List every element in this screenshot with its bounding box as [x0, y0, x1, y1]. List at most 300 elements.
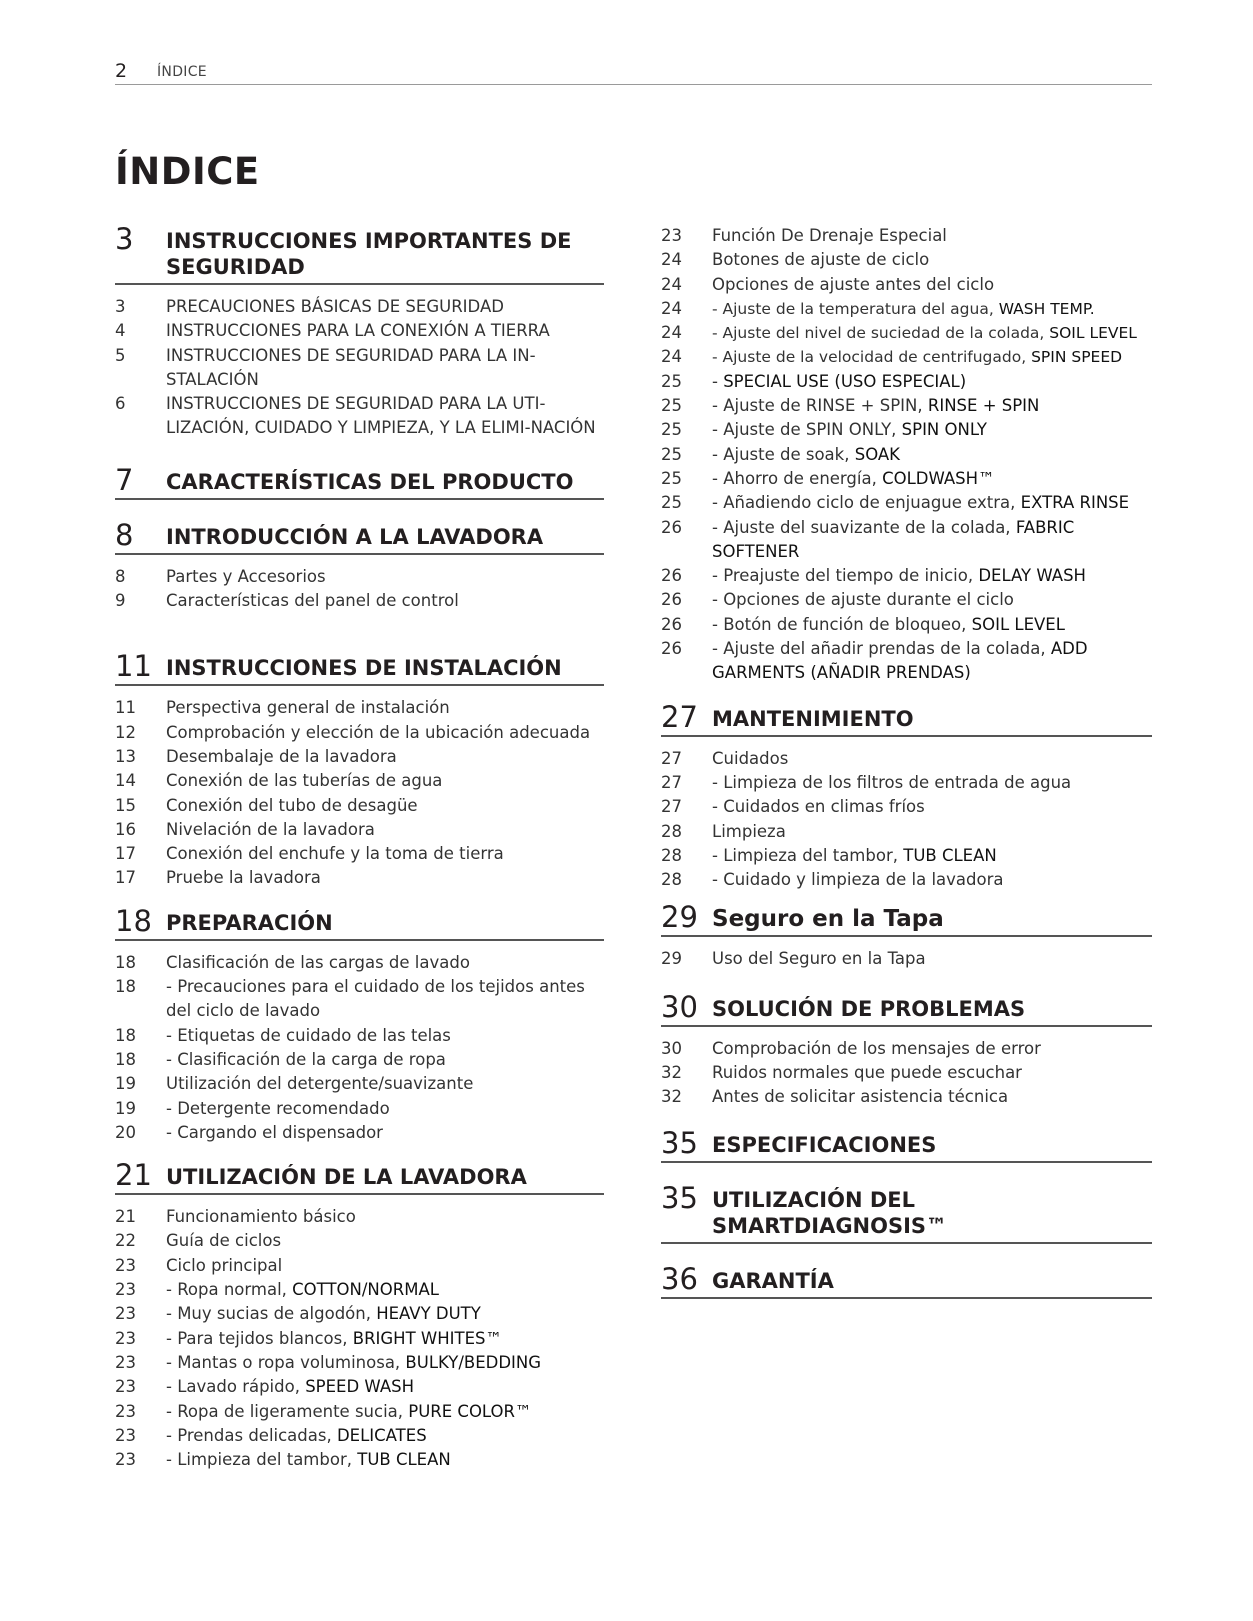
entry-page-number: 25	[661, 371, 682, 391]
page-title: ÍNDICE	[115, 150, 260, 193]
toc-entry[interactable]	[115, 1400, 604, 1424]
section-page-number: 8	[115, 517, 134, 552]
entry-text	[712, 224, 1152, 248]
entry-label: INSTRUCCIONES DE SEGURIDAD PARA LA UTI-LIZACIÓN, CUIDADO Y LIMPIEZA, Y LA ELIMI-NACIÓN	[166, 394, 596, 438]
section-heading[interactable]	[115, 903, 604, 941]
entry-page-number: 23	[115, 1401, 136, 1421]
toc-entry[interactable]	[661, 491, 1152, 515]
entry-label: Cuidados	[712, 748, 789, 768]
entry-page-number: 12	[115, 722, 136, 742]
section-heading[interactable]	[115, 462, 604, 500]
entry-page-number: 11	[115, 698, 136, 718]
toc-entry[interactable]	[661, 1061, 1152, 1085]
entry-label: - Preajuste del tiempo de inicio,	[712, 566, 979, 586]
entry-page-number: 18	[115, 1049, 136, 1069]
toc-entry[interactable]	[661, 820, 1152, 844]
section-title: UTILIZACIÓN DEL SMARTDIAGNOSIS™	[712, 1187, 948, 1238]
entry-label: Comprobación de los mensajes de error	[712, 1038, 1041, 1058]
toc-section	[661, 699, 1152, 893]
entry-page-number: 32	[661, 1063, 682, 1083]
toc-entry[interactable]	[661, 321, 1152, 345]
toc-entry[interactable]	[661, 370, 1152, 394]
entry-text	[166, 392, 604, 441]
toc-entry[interactable]	[115, 1448, 604, 1472]
entry-text	[166, 1302, 604, 1326]
entry-page-number: 25	[661, 396, 682, 416]
entry-label: -	[712, 371, 724, 391]
page-header	[115, 60, 1152, 85]
entry-label: - Mantas o ropa voluminosa,	[166, 1352, 406, 1372]
entry-keyword: EXTRA RINSE	[1020, 493, 1130, 513]
entry-text	[166, 1097, 604, 1121]
entry-text	[166, 1229, 604, 1253]
section-page-number: 35	[661, 1125, 698, 1160]
entry-page-number: 20	[115, 1122, 136, 1142]
entry-page-number: 18	[115, 952, 136, 972]
entry-page-number: 6	[115, 394, 126, 414]
entry-label: Funcionamiento básico	[166, 1207, 356, 1227]
toc-entry[interactable]	[115, 319, 604, 343]
entry-label: Comprobación y elección de la ubicación adecuada	[166, 722, 591, 742]
section-title: INSTRUCCIONES IMPORTANTES DE SEGURIDAD	[166, 229, 572, 279]
toc-entry[interactable]	[115, 745, 604, 769]
entry-label: - Cuidados en climas fríos	[712, 797, 925, 817]
entry-page-number: 23	[115, 1425, 136, 1445]
toc-entry[interactable]	[661, 795, 1152, 819]
section-heading[interactable]	[661, 989, 1152, 1027]
entry-text	[166, 1048, 604, 1072]
toc-section	[661, 989, 1152, 1110]
entry-page-number: 30	[661, 1038, 682, 1058]
toc-entry[interactable]	[115, 392, 604, 441]
toc-entry[interactable]	[115, 1229, 604, 1253]
toc-entry[interactable]	[115, 344, 604, 393]
entry-text	[166, 1205, 604, 1229]
entry-keyword: SOIL LEVEL	[971, 614, 1065, 634]
toc-entry[interactable]	[115, 866, 604, 890]
section-heading[interactable]	[661, 1261, 1152, 1299]
entry-keyword: DELICATES	[336, 1425, 427, 1445]
entry-text	[166, 344, 604, 393]
entry-label: - Limpieza de los filtros de entrada de agua	[712, 772, 1072, 792]
entry-text	[712, 418, 1152, 442]
entry-page-number: 18	[115, 1025, 136, 1045]
entry-page-number: 5	[115, 345, 126, 365]
entry-page-number: 25	[661, 493, 682, 513]
entry-page-number: 26	[661, 590, 682, 610]
entry-text	[712, 443, 1152, 467]
toc-entry[interactable]	[661, 516, 1152, 565]
entry-label: - Ajuste del suavizante de la colada,	[712, 517, 1016, 537]
entry-label: Guía de ciclos	[166, 1231, 282, 1251]
header-title: ÍNDICE	[157, 64, 207, 80]
toc-section	[115, 517, 604, 614]
entry-keyword: SPECIAL USE (USO ESPECIAL)	[723, 371, 967, 391]
section-heading[interactable]	[115, 1158, 604, 1195]
entry-text	[166, 1351, 604, 1375]
entry-page-number: 25	[661, 468, 682, 488]
entry-label: - Ajuste de la velocidad de centrifugado,	[712, 348, 1032, 367]
toc-section	[115, 1158, 604, 1472]
section-title: MANTENIMIENTO	[712, 706, 914, 731]
section-page-number: 27	[661, 699, 698, 734]
entry-text	[712, 248, 1152, 272]
entry-page-number: 21	[115, 1207, 136, 1227]
entry-keyword: SOAK	[854, 444, 900, 464]
entry-text	[166, 1327, 604, 1351]
toc-entry[interactable]	[661, 443, 1152, 467]
entry-text	[712, 1061, 1152, 1085]
toc-section	[115, 903, 604, 1145]
entry-page-number: 4	[115, 321, 126, 341]
entry-label: - Etiquetas de cuidado de las telas	[166, 1025, 451, 1045]
section-heading[interactable]	[661, 1180, 1152, 1244]
toc-entry[interactable]	[661, 345, 1152, 369]
entry-label: Conexión del tubo de desagüe	[166, 795, 418, 815]
entry-text	[712, 947, 1152, 971]
toc-entry[interactable]	[115, 295, 604, 319]
entry-page-number: 23	[115, 1352, 136, 1372]
entry-page-number: 25	[661, 420, 682, 440]
entry-label: - Cargando el dispensador	[166, 1122, 383, 1142]
entry-text	[712, 747, 1152, 771]
entry-label: - Clasificación de la carga de ropa	[166, 1049, 446, 1069]
toc-entry[interactable]	[115, 1024, 604, 1048]
entry-text	[712, 370, 1152, 394]
entry-label: - Para tejidos blancos,	[166, 1328, 353, 1348]
entry-page-number: 32	[661, 1087, 682, 1107]
entry-label: Perspectiva general de instalación	[166, 698, 450, 718]
entry-page-number: 15	[115, 795, 136, 815]
toc-right-column	[661, 228, 1152, 1309]
toc-entry[interactable]	[115, 1254, 604, 1278]
entry-keyword: BULKY/BEDDING	[405, 1352, 542, 1372]
entry-page-number: 27	[661, 797, 682, 817]
toc-entry[interactable]	[115, 696, 604, 720]
section-title: SOLUCIÓN DE PROBLEMAS	[712, 996, 1026, 1021]
entry-label: - Ropa normal,	[166, 1280, 293, 1300]
entry-label: Utilización del detergente/suavizante	[166, 1074, 474, 1094]
entry-text	[166, 794, 604, 818]
entry-label: - Ajuste de soak,	[712, 444, 855, 464]
entry-page-number: 28	[661, 821, 682, 841]
toc-entry[interactable]	[115, 975, 604, 1024]
entry-page-number: 19	[115, 1074, 136, 1094]
entry-keyword: BRIGHT WHITES™	[352, 1328, 502, 1348]
entry-text	[166, 975, 604, 1024]
entry-text	[712, 613, 1152, 637]
entry-text	[712, 394, 1152, 418]
toc-section	[661, 1125, 1152, 1163]
entry-label: - Ahorro de energía,	[712, 468, 883, 488]
entry-label: INSTRUCCIONES PARA LA CONEXIÓN A TIERRA	[166, 321, 550, 341]
entry-page-number: 27	[661, 772, 682, 792]
toc-entry[interactable]	[661, 947, 1152, 971]
section-page-number: 7	[115, 462, 134, 497]
entry-page-number: 24	[661, 347, 682, 367]
toc-entry[interactable]	[115, 565, 604, 589]
section-page-number: 36	[661, 1261, 698, 1296]
entry-page-number: 25	[661, 444, 682, 464]
entry-text	[712, 297, 1152, 321]
entry-text	[166, 1375, 604, 1399]
toc-entry[interactable]	[115, 1375, 604, 1399]
entry-page-number: 27	[661, 748, 682, 768]
entry-page-number: 23	[115, 1280, 136, 1300]
toc-entry[interactable]	[661, 418, 1152, 442]
entry-text	[712, 588, 1152, 612]
toc-entry[interactable]	[115, 1424, 604, 1448]
entry-label: - Añadiendo ciclo de enjuague extra,	[712, 493, 1021, 513]
toc-entry[interactable]	[115, 951, 604, 975]
entry-page-number: 16	[115, 819, 136, 839]
toc-entry[interactable]	[115, 589, 604, 613]
entry-text	[712, 273, 1152, 297]
entry-text	[166, 295, 604, 319]
entry-page-number: 26	[661, 566, 682, 586]
entry-page-number: 18	[115, 977, 136, 997]
entry-label: Ruidos normales que puede escuchar	[712, 1063, 1022, 1083]
entry-page-number: 24	[661, 323, 682, 343]
entry-keyword: WASH TEMP.	[998, 299, 1095, 318]
toc-entry[interactable]	[661, 564, 1152, 588]
entry-page-number: 23	[115, 1255, 136, 1275]
entry-label: - Lavado rápido,	[166, 1377, 306, 1397]
entry-keyword: SPEED WASH	[305, 1377, 415, 1397]
section-page-number: 35	[661, 1180, 698, 1215]
toc-section	[115, 462, 604, 500]
section-title: UTILIZACIÓN DE LA LAVADORA	[166, 1165, 527, 1190]
toc-entry[interactable]	[661, 224, 1152, 248]
section-page-number: 18	[115, 903, 152, 938]
entry-keyword: DELAY WASH	[978, 566, 1086, 586]
entry-keyword: SPIN ONLY	[901, 420, 987, 440]
toc-entry[interactable]	[115, 1048, 604, 1072]
section-title: GARANTÍA	[712, 1268, 834, 1293]
section-title: PREPARACIÓN	[166, 910, 333, 935]
toc-section	[661, 1180, 1152, 1244]
entry-page-number: 26	[661, 639, 682, 659]
entry-text	[166, 721, 604, 745]
section-page-number: 29	[661, 900, 698, 935]
entry-page-number: 24	[661, 298, 682, 318]
section-page-number: 3	[115, 222, 134, 256]
entry-text	[166, 1400, 604, 1424]
entry-label: Partes y Accesorios	[166, 566, 326, 586]
entry-page-number: 3	[115, 297, 126, 316]
toc-entry[interactable]	[661, 868, 1152, 892]
entry-page-number: 23	[115, 1304, 136, 1324]
entry-label: - Muy sucias de algodón,	[166, 1304, 377, 1324]
entry-text	[712, 321, 1152, 345]
entry-text	[166, 1024, 604, 1048]
toc-entry[interactable]	[115, 1097, 604, 1121]
entry-label: - Ajuste de RINSE + SPIN,	[712, 396, 928, 416]
toc-entry[interactable]	[115, 842, 604, 866]
entry-text	[712, 516, 1152, 565]
entry-page-number: 17	[115, 844, 136, 864]
entry-text	[166, 589, 604, 613]
toc-entry[interactable]	[661, 771, 1152, 795]
section-heading[interactable]	[115, 517, 604, 555]
toc-entry[interactable]	[661, 1085, 1152, 1109]
entry-label: Limpieza	[712, 821, 786, 841]
entry-label: - Ajuste de la temperatura del agua,	[712, 299, 999, 318]
entry-page-number: 23	[661, 226, 682, 245]
entry-page-number: 22	[115, 1231, 136, 1251]
entry-label: - Cuidado y limpieza de la lavadora	[712, 870, 1004, 890]
page-number: 2	[115, 60, 128, 82]
entry-page-number: 14	[115, 771, 136, 791]
entry-label: - Ajuste del nivel de suciedad de la colada,	[712, 324, 1050, 343]
section-page-number: 30	[661, 989, 698, 1024]
section-heading[interactable]	[115, 222, 604, 285]
entry-label: - Limpieza del tambor,	[712, 845, 904, 865]
entry-label: - Prendas delicadas,	[166, 1425, 337, 1445]
toc-section	[661, 1261, 1152, 1299]
entry-page-number: 28	[661, 870, 682, 890]
entry-text	[166, 1254, 604, 1278]
entry-text	[166, 1121, 604, 1145]
entry-text	[712, 844, 1152, 868]
entry-label: Opciones de ajuste antes del ciclo	[712, 274, 995, 294]
entry-text	[166, 565, 604, 589]
entry-label: Conexión del enchufe y la toma de tierra	[166, 844, 504, 864]
entry-label: Pruebe la lavadora	[166, 868, 321, 888]
toc-entry[interactable]	[115, 1072, 604, 1096]
toc-entry[interactable]	[661, 297, 1152, 321]
entry-label: Clasificación de las cargas de lavado	[166, 952, 470, 972]
toc-entry[interactable]	[661, 1037, 1152, 1061]
entry-text	[166, 1072, 604, 1096]
entry-keyword: TUB CLEAN	[357, 1450, 451, 1470]
toc-entry[interactable]	[115, 769, 604, 793]
entry-text	[166, 319, 604, 343]
entry-text	[712, 637, 1152, 686]
entry-text	[712, 868, 1152, 892]
entry-label: INSTRUCCIONES DE SEGURIDAD PARA LA IN-STALACIÓN	[166, 345, 536, 389]
entry-text	[166, 769, 604, 793]
section-title: INSTRUCCIONES DE INSTALACIÓN	[166, 656, 562, 681]
toc-entry[interactable]	[661, 747, 1152, 771]
entry-label: - Limpieza del tambor,	[166, 1450, 358, 1470]
entry-page-number: 17	[115, 868, 136, 888]
entry-page-number: 26	[661, 517, 682, 537]
entry-label: Función De Drenaje Especial	[712, 226, 947, 245]
toc-section	[661, 224, 1152, 686]
section-heading[interactable]	[115, 649, 604, 686]
entry-text	[712, 795, 1152, 819]
entry-keyword: ADD GARMENTS (AÑADIR PRENDAS)	[712, 639, 1088, 683]
entry-keyword: HEAVY DUTY	[376, 1304, 481, 1324]
toc-left-column	[115, 222, 604, 1472]
entry-text	[712, 467, 1152, 491]
entry-label: - Detergente recomendado	[166, 1098, 390, 1118]
toc-entry[interactable]	[661, 248, 1152, 272]
toc-section	[115, 649, 604, 890]
toc-entry[interactable]	[115, 818, 604, 842]
entry-keyword: SPIN SPEED	[1031, 348, 1123, 367]
entry-keyword: RINSE + SPIN	[927, 396, 1040, 416]
toc-section	[661, 900, 1152, 971]
toc-section	[115, 222, 604, 441]
entry-text	[712, 1037, 1152, 1061]
toc-entry[interactable]	[661, 467, 1152, 491]
entry-text	[166, 818, 604, 842]
section-title: INTRODUCCIÓN A LA LAVADORA	[166, 524, 544, 549]
entry-keyword: SOIL LEVEL	[1049, 324, 1137, 343]
toc-entry[interactable]	[661, 844, 1152, 868]
entry-page-number: 8	[115, 566, 126, 586]
entry-keyword: COTTON/NORMAL	[292, 1280, 439, 1300]
entry-keyword: COLDWASH™	[882, 468, 995, 488]
entry-label: Nivelación de la lavadora	[166, 819, 375, 839]
toc-entry[interactable]	[115, 1205, 604, 1229]
entry-page-number: 23	[115, 1328, 136, 1348]
toc-entry[interactable]	[661, 273, 1152, 297]
entry-page-number: 24	[661, 274, 682, 294]
entry-text	[166, 842, 604, 866]
entry-page-number: 28	[661, 845, 682, 865]
section-heading[interactable]	[661, 1125, 1152, 1163]
entry-label: Botones de ajuste de ciclo	[712, 250, 930, 270]
entry-label: Antes de solicitar asistencia técnica	[712, 1087, 1009, 1107]
entry-label: - Ropa de ligeramente sucia,	[166, 1401, 409, 1421]
entry-page-number: 23	[115, 1377, 136, 1397]
section-title: CARACTERÍSTICAS DEL PRODUCTO	[166, 469, 574, 494]
entry-page-number: 19	[115, 1098, 136, 1118]
toc-entry[interactable]	[115, 1327, 604, 1351]
entry-label: Características del panel de control	[166, 591, 459, 611]
toc-entry[interactable]	[661, 588, 1152, 612]
entry-text	[712, 564, 1152, 588]
entry-text	[712, 345, 1152, 369]
toc-entry[interactable]	[661, 637, 1152, 686]
entry-text	[166, 696, 604, 720]
entry-page-number: 23	[115, 1450, 136, 1470]
entry-page-number: 26	[661, 614, 682, 634]
entry-label: PRECAUCIONES BÁSICAS DE SEGURIDAD	[166, 297, 504, 316]
section-page-number: 21	[115, 1158, 152, 1193]
toc-entry[interactable]	[661, 613, 1152, 637]
entry-page-number: 9	[115, 591, 126, 611]
toc-entry[interactable]	[661, 394, 1152, 418]
toc-entry[interactable]	[115, 1121, 604, 1145]
toc-entry[interactable]	[115, 1278, 604, 1302]
entry-label: - Opciones de ajuste durante el ciclo	[712, 590, 1014, 610]
entry-label: Conexión de las tuberías de agua	[166, 771, 443, 791]
toc-entry[interactable]	[115, 721, 604, 745]
entry-page-number: 24	[661, 250, 682, 270]
section-title: ESPECIFICACIONES	[712, 1132, 937, 1157]
entry-text	[166, 951, 604, 975]
entry-label: - Ajuste del añadir prendas de la colada,	[712, 639, 1051, 659]
section-heading[interactable]	[661, 900, 1152, 937]
entry-text	[166, 1424, 604, 1448]
toc-entry[interactable]	[115, 1351, 604, 1375]
entry-label: - Precauciones para el cuidado de los tejidos antes del ciclo de lavado	[166, 977, 585, 1021]
entry-label: Ciclo principal	[166, 1255, 283, 1275]
section-heading[interactable]	[661, 699, 1152, 737]
toc-entry[interactable]	[115, 794, 604, 818]
entry-text	[712, 771, 1152, 795]
section-page-number: 11	[115, 649, 152, 684]
entry-label: - Botón de función de bloqueo,	[712, 614, 972, 634]
entry-text	[166, 1448, 604, 1472]
entry-label: - Ajuste de SPIN ONLY,	[712, 420, 902, 440]
toc-entry[interactable]	[115, 1302, 604, 1326]
entry-keyword: PURE COLOR™	[408, 1401, 532, 1421]
